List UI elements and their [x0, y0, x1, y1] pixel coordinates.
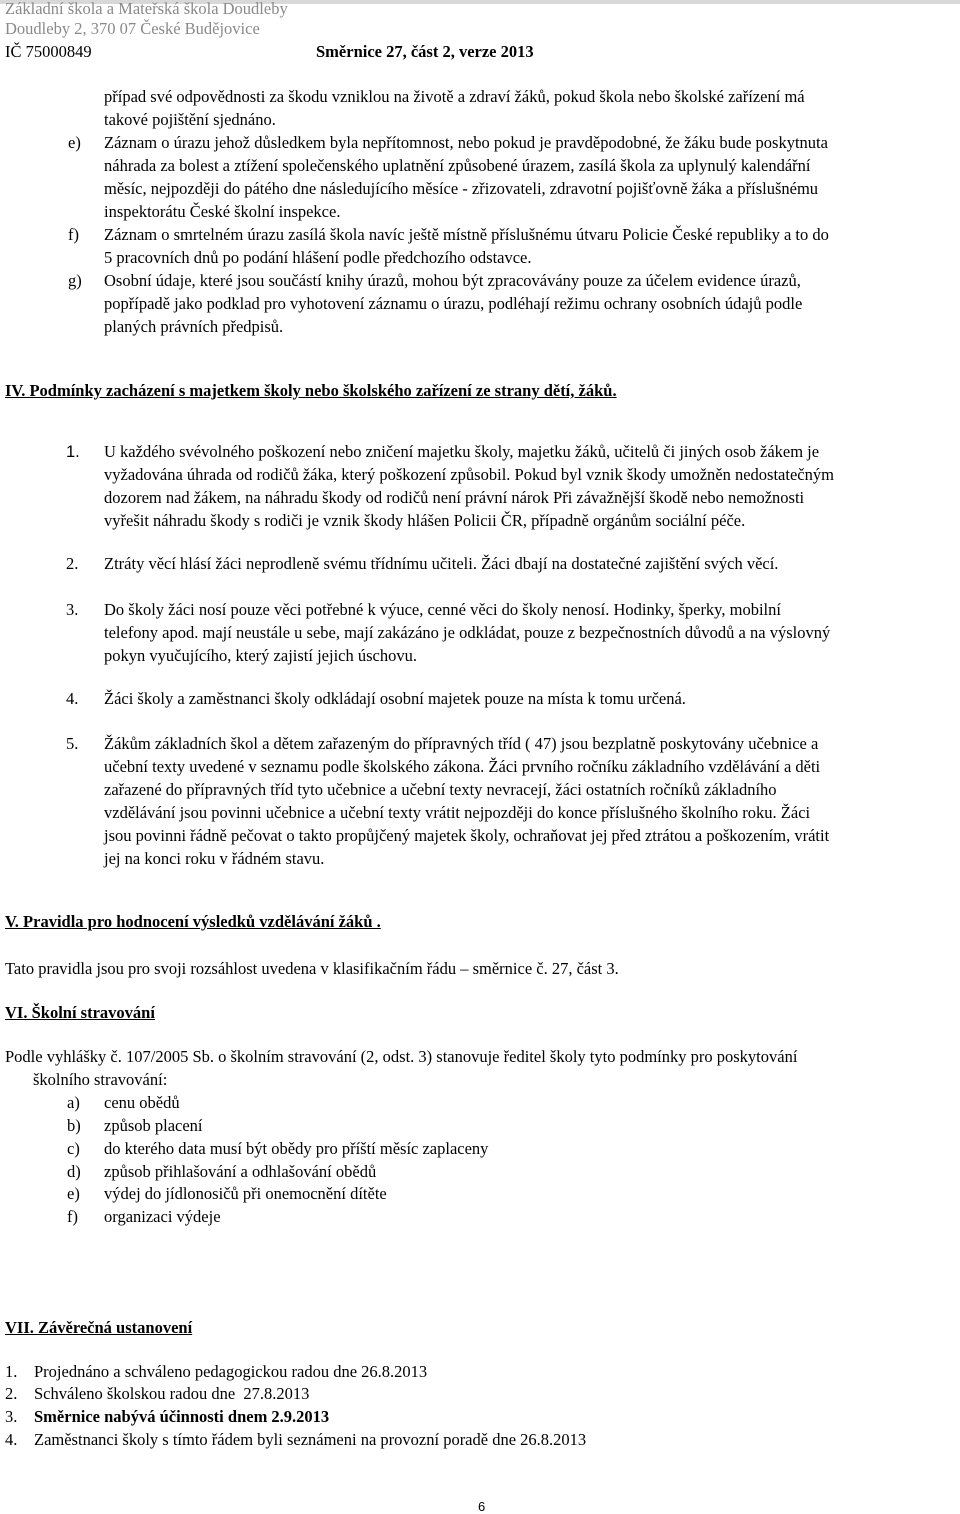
vi-item-a-text: cenu obědů	[104, 1093, 180, 1112]
iv-item-2-label: 2.	[66, 554, 79, 573]
vi-item-c-label: c)	[67, 1139, 80, 1158]
header-school-name: Základní škola a Mateřská škola Doudleby	[5, 0, 288, 18]
item-e-label: e)	[68, 133, 81, 152]
vi-item-f-label: f)	[67, 1207, 78, 1226]
vi-item-e-text: výdej do jídlonosičů při onemocnění dítěte	[104, 1184, 387, 1203]
vi-item-f-text: organizaci výdeje	[104, 1207, 221, 1226]
section-v-heading: V. Pravidla pro hodnocení výsledků vzdělávání žáků .	[5, 912, 381, 931]
iv-item-5-line-4: vzdělávání jsou povinni učebnice a učební texty vrátit nejpozději do konce příslušného školního roku. Žáci	[104, 803, 811, 822]
vii-item-1-label: 1.	[5, 1362, 18, 1381]
vi-item-e-label: e)	[67, 1184, 80, 1203]
vii-item-2-label: 2.	[5, 1384, 18, 1403]
section-vii-heading: VII. Závěrečná ustanovení	[5, 1318, 193, 1337]
iv-item-3-line-3: pokyn vyučujícího, který zajistí jejich úschovu.	[104, 646, 417, 665]
iv-item-1-line-3: dozorem nad žákem, na náhradu škody od rodičů není právní nárok Při závažnější škodě nebo nemožnosti	[104, 488, 805, 507]
iv-item-5-line-1: Žákům základních škol a dětem zařazeným do přípravných tříd ( 47) jsou bezplatně poskytovány učebnice a	[104, 734, 819, 753]
vii-item-2-text: Schváleno školskou radou dne 27.8.2013	[34, 1384, 310, 1403]
iv-item-4-line-1: Žáci školy a zaměstnanci školy odkládají osobní majetek pouze na místa k tomu určená.	[104, 689, 686, 708]
item-d-line-1: případ své odpovědnosti za škodu vzniklou na životě a zdraví žáků, pokud škola nebo školské zařízení má	[104, 87, 805, 106]
vi-item-d-label: d)	[67, 1162, 81, 1181]
iv-item-3-line-2: telefony apod. mají neustále u sebe, mají zakázáno je odkládat, pouze z bezpečnostních důvodů a na výslovný	[104, 623, 831, 642]
item-f-line-1: Záznam o smrtelném úrazu zasílá škola navíc ještě místně příslušnému útvaru Policie České republiky a to do	[104, 225, 829, 244]
header-ic: IČ 75000849	[5, 42, 92, 61]
item-f-label: f)	[68, 225, 79, 244]
item-e-line-4: inspektorátu České školní inspekce.	[104, 202, 341, 221]
vii-item-4-text: Zaměstnanci školy s tímto řádem byli seznámeni na provozní poradě dne 26.8.2013	[34, 1430, 587, 1449]
section-vi-intro-line-2: školního stravování:	[33, 1070, 168, 1089]
header-address: Doudleby 2, 370 07 České Budějovice	[5, 19, 260, 38]
iv-item-2-line-1: Ztráty věcí hlásí žáci neprodleně svému třídnímu učiteli. Žáci dbají na dostatečné zajištění svých věcí.	[104, 554, 779, 573]
item-d-line-2: takové pojištění sjednáno.	[104, 110, 276, 129]
item-g-line-3: planých právních předpisů.	[104, 317, 284, 336]
iv-item-5-line-2: učební texty uvedené v seznamu podle školského zákona. Žáci prvního ročníku základního vzdělávání a děti	[104, 757, 821, 776]
iv-item-1-line-2: vyžadována úhrada od rodičů žáka, který poškození způsobil. Pokud byl vznik škody umožněn nedostatečným	[104, 465, 834, 484]
item-g-label: g)	[68, 271, 82, 290]
item-e-line-3: měsíc, nejpozději do pátého dne následujícího měsíce - zřizovateli, zdravotní pojišťovně žáka a příslušnému	[104, 179, 819, 198]
section-vi-heading: VI. Školní stravování	[5, 1003, 155, 1022]
section-vi-intro-line-1: Podle vyhlášky č. 107/2005 Sb. o školním stravování (2, odst. 3) stanovuje ředitel školy tyto podmínky pro poskytování	[5, 1047, 798, 1066]
vii-item-3-label: 3.	[5, 1407, 18, 1426]
vii-item-1-text: Projednáno a schváleno pedagogickou radou dne 26.8.2013	[34, 1362, 428, 1381]
iv-item-5-line-6: jej na konci roku v řádném stavu.	[104, 849, 325, 868]
item-e-line-2: náhrada za bolest a ztížení společenského uplatnění způsobené úrazem, zasílá škola za uplynulý kalendářní	[104, 156, 811, 175]
item-e-line-1: Záznam o úrazu jehož důsledkem byla nepřítomnost, nebo pokud je pravděpodobné, že žáku bude poskytnuta	[104, 133, 828, 152]
item-g-line-2: popřípadě jako podklad pro vyhotovení záznamu o úrazu, podléhají režimu ochrany osobních údajů podle	[104, 294, 803, 313]
header-directive: Směrnice 27, část 2, verze 2013	[316, 42, 534, 61]
vi-item-a-label: a)	[67, 1093, 80, 1112]
iv-item-5-label: 5.	[66, 734, 79, 753]
iv-item-4-label: 4.	[66, 689, 79, 708]
iv-item-3-line-1: Do školy žáci nosí pouze věci potřebné k výuce, cenné věci do školy nenosí. Hodinky, šperky, mobilní	[104, 600, 781, 619]
vii-item-3-text: Směrnice nabývá účinnosti dnem 2.9.2013	[34, 1407, 330, 1426]
iv-item-5-line-3: zařazené do přípravných tříd tyto učebnice a učební texty nevracejí, žáci ostatních ročníků základního	[104, 780, 777, 799]
iv-item-1-line-1: U každého svévolného poškození nebo zničení majetku školy, majetku žáků, učitelů či jiných osob žákem je	[104, 442, 820, 461]
vi-item-d-text: způsob přihlašování a odhlašování obědů	[104, 1162, 377, 1181]
item-g-line-1: Osobní údaje, které jsou součástí knihy úrazů, mohou být zpracovávány pouze za účelem evidence úrazů,	[104, 271, 801, 290]
iv-item-1-line-4: vyřešit náhradu škody s rodiči je vznik škody hlášen Policii ČR, případně orgánům sociální péče.	[104, 511, 746, 530]
iv-item-3-label: 3.	[66, 600, 79, 619]
vii-item-4-label: 4.	[5, 1430, 18, 1449]
item-f-line-2: 5 pracovních dnů po podání hlášení podle předchozího odstavce.	[104, 248, 532, 267]
section-iv-heading: IV. Podmínky zacházení s majetkem školy nebo školského zařízení ze strany dětí, žáků.	[5, 381, 617, 400]
vi-item-b-label: b)	[67, 1116, 81, 1135]
iv-item-1-label: 1.	[66, 443, 80, 461]
iv-item-5-line-5: jsou povinni řádně pečovat o takto propůjčený majetek školy, ochraňovat jej před ztrátou a poškozením, vrátit	[104, 826, 830, 845]
section-v-text: Tato pravidla jsou pro svoji rozsáhlost uvedena v klasifikačním řádu – směrnice č. 27, část 3.	[5, 959, 619, 978]
vi-item-b-text: způsob placení	[104, 1116, 203, 1135]
page-number: 6	[478, 1499, 486, 1514]
vi-item-c-text: do kterého data musí být obědy pro příští měsíc zaplaceny	[104, 1139, 489, 1158]
